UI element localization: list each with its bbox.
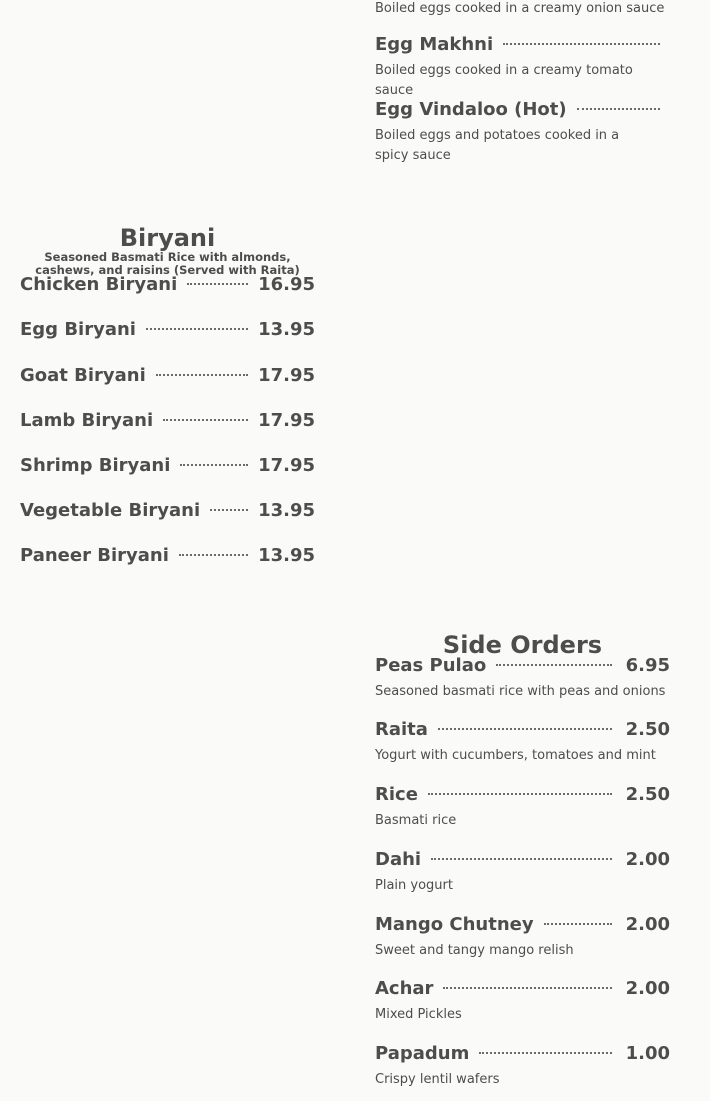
item-price: 2.00 bbox=[625, 849, 670, 870]
item-name: Paneer Biryani bbox=[20, 545, 169, 566]
item-price: 16.95 bbox=[258, 274, 315, 295]
dot-leader bbox=[443, 987, 612, 989]
item-name: Dahi bbox=[375, 849, 422, 870]
item-description: Boiled eggs cooked in a creamy tomato sauce bbox=[375, 63, 633, 98]
item-price: 2.00 bbox=[625, 914, 670, 935]
dot-leader bbox=[179, 554, 248, 556]
menu-item-mango-chutney bbox=[375, 914, 670, 961]
item-name: Rice bbox=[375, 784, 418, 805]
item-description: Crispy lentil wafers bbox=[375, 1072, 500, 1087]
item-name: Papadum bbox=[375, 1043, 470, 1064]
item-description: Boiled eggs and potatoes cooked in a spicy sauce bbox=[375, 128, 620, 163]
dot-leader bbox=[146, 328, 248, 330]
item-price: 6.95 bbox=[625, 655, 670, 676]
menu-item-egg-onion bbox=[375, 0, 670, 19]
item-price: 17.95 bbox=[258, 365, 315, 386]
menu-item-rice bbox=[375, 784, 670, 831]
item-price: 2.50 bbox=[625, 719, 670, 740]
item-price: 1.00 bbox=[625, 1043, 670, 1064]
menu-item-paneer-biryani bbox=[20, 545, 315, 566]
dot-leader bbox=[163, 419, 248, 421]
dot-leader bbox=[577, 108, 660, 110]
item-description: Mixed Pickles bbox=[375, 1007, 462, 1022]
item-name: Peas Pulao bbox=[375, 655, 487, 676]
menu-item-chicken-biryani bbox=[20, 274, 315, 295]
dot-leader bbox=[431, 858, 612, 860]
item-name: Chicken Biryani bbox=[20, 274, 178, 295]
item-price: 13.95 bbox=[258, 319, 315, 340]
item-description: Sweet and tangy mango relish bbox=[375, 943, 574, 958]
item-name: Raita bbox=[375, 719, 428, 740]
item-description: Seasoned basmati rice with peas and onions bbox=[375, 684, 666, 699]
item-name: Lamb Biryani bbox=[20, 410, 154, 431]
dot-leader bbox=[544, 923, 612, 925]
item-price: 13.95 bbox=[258, 545, 315, 566]
menu-item-vegetable-biryani bbox=[20, 500, 315, 521]
menu-item-egg-biryani bbox=[20, 319, 315, 340]
dot-leader bbox=[503, 43, 660, 45]
item-description: Boiled eggs cooked in a creamy onion sauce bbox=[375, 1, 665, 16]
dot-leader bbox=[156, 374, 248, 376]
item-name: Egg Biryani bbox=[20, 319, 136, 340]
menu-item-egg-vindaloo bbox=[375, 99, 660, 166]
menu-item-egg-makhni bbox=[375, 34, 660, 101]
item-price: 13.95 bbox=[258, 500, 315, 521]
menu-item-goat-biryani bbox=[20, 365, 315, 386]
menu-item-peas-pulao bbox=[375, 655, 670, 702]
item-name: Egg Makhni bbox=[375, 34, 494, 55]
item-price: 17.95 bbox=[258, 410, 315, 431]
biryani-section-title: Biryani bbox=[119, 224, 216, 252]
biryani-section-subtitle: Seasoned Basmati Rice with almonds, cashews, and raisins (Served with Raita) bbox=[35, 250, 300, 277]
dot-leader bbox=[210, 509, 248, 511]
menu-item-lamb-biryani bbox=[20, 410, 315, 431]
item-price: 17.95 bbox=[258, 455, 315, 476]
dot-leader bbox=[496, 664, 612, 666]
menu-item-dahi bbox=[375, 849, 670, 896]
item-name: Goat Biryani bbox=[20, 365, 146, 386]
item-name: Mango Chutney bbox=[375, 914, 534, 935]
menu-item-papadum bbox=[375, 1043, 670, 1090]
item-description: Basmati rice bbox=[375, 813, 457, 828]
menu-item-shrimp-biryani bbox=[20, 455, 315, 476]
item-name: Vegetable Biryani bbox=[20, 500, 201, 521]
dot-leader bbox=[428, 793, 612, 795]
item-name: Egg Vindaloo (Hot) bbox=[375, 99, 567, 120]
menu-item-achar bbox=[375, 978, 670, 1025]
item-name: Shrimp Biryani bbox=[20, 455, 171, 476]
item-description: Yogurt with cucumbers, tomatoes and mint bbox=[375, 748, 656, 763]
dot-leader bbox=[180, 464, 248, 466]
item-description: Plain yogurt bbox=[375, 878, 453, 893]
item-price: 2.50 bbox=[625, 784, 670, 805]
dot-leader bbox=[438, 728, 612, 730]
item-price: 2.00 bbox=[625, 978, 670, 999]
dot-leader bbox=[479, 1052, 612, 1054]
dot-leader bbox=[187, 283, 248, 285]
side-orders-section-title: Side Orders bbox=[442, 631, 603, 659]
item-name: Achar bbox=[375, 978, 434, 999]
menu-item-raita bbox=[375, 719, 670, 766]
